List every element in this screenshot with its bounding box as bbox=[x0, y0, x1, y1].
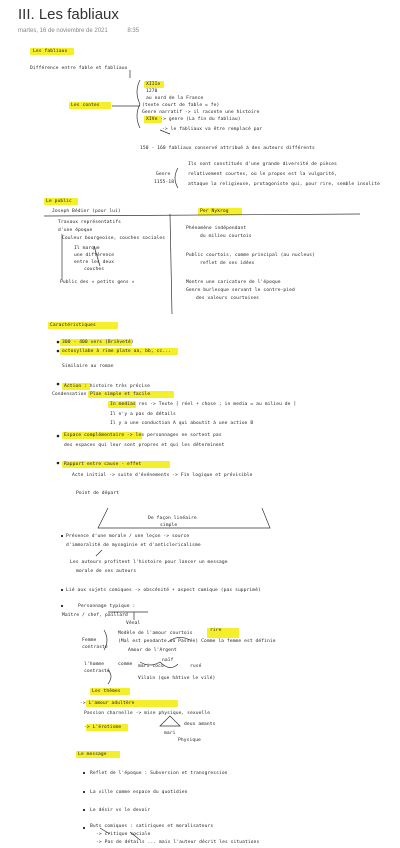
heading-message: Le message bbox=[78, 752, 107, 757]
text-line: -> critique sociale bbox=[96, 832, 151, 837]
text-line: Acte initial -> suite d'événements -> Fin logique et prévisible bbox=[72, 473, 253, 478]
text-line: Phénomène indépendant bbox=[186, 226, 247, 231]
text-line: Condensation bbox=[52, 392, 87, 397]
text-line: Genre burlesque servant le contre-pied bbox=[186, 288, 295, 293]
text-line: Femme bbox=[82, 638, 97, 643]
text-line: 300 - 400 vers (Brièveté) bbox=[62, 340, 134, 345]
text-line: -> L'érotisme bbox=[84, 725, 122, 730]
note-title: III. Les fabliaux bbox=[18, 6, 119, 23]
text-line: Montre une caricature de l'époque bbox=[186, 280, 281, 285]
text-line: Passion charnelle -> mise physique, sexuelle bbox=[84, 711, 211, 716]
text-line: Couleur bourgeoise, couches sociales bbox=[62, 236, 166, 241]
text-line: Similaire au roman bbox=[62, 364, 114, 369]
text-line: Personnage typique : bbox=[78, 604, 136, 609]
text-line: Vilain (que hâtive le vilé) bbox=[138, 676, 216, 681]
text-line: (texte court de fable = fe) bbox=[142, 103, 220, 108]
text-line: Genre narratif -> il raconte une histoire bbox=[142, 110, 260, 115]
text-line: Public des « petits gens » bbox=[60, 280, 135, 285]
text-line: -> L'amour adultère bbox=[80, 701, 135, 706]
text-line: Il marque bbox=[74, 246, 100, 251]
text-line: Joseph Bédier (pour lui) bbox=[52, 209, 121, 214]
text-line: Les auteurs profitent l'histoire pour lancer un message bbox=[70, 560, 228, 565]
text-line: Il n'y a pas de détails bbox=[110, 412, 176, 417]
text-line: Rapport entre cause - effet bbox=[64, 462, 142, 467]
text-line: (Mal est pendante ou Passée) Comme la femme est définie bbox=[118, 639, 276, 644]
text-line: attaque la religieuse, protagoniste qui, pour rire, semble insolite bbox=[188, 182, 380, 187]
text-line: Physique bbox=[178, 738, 201, 743]
note-date: martes, 16 de noviembre de 2021 bbox=[18, 28, 108, 34]
heading-caracteristiques: Caractéristiques bbox=[50, 323, 96, 328]
text-line: XIIIe bbox=[146, 82, 161, 87]
text-line: -> le fabliaux va être remplacé par bbox=[162, 127, 263, 132]
text-line: Reflet de l'époque : Subversion et transgression bbox=[90, 771, 228, 776]
text-line: Différence entre fable et fabliaux bbox=[30, 66, 128, 71]
text-line: Lié aux sujets comiques -> obscénité + aspect comique (pas supprimé) bbox=[66, 588, 261, 593]
text-line: 1155-18 bbox=[154, 180, 175, 185]
text-line: couches bbox=[84, 267, 105, 272]
heading-themes: Les thèmes bbox=[92, 689, 121, 694]
text-line: Ils sont constitués d'une grande diversité de pièces bbox=[188, 162, 338, 167]
text-line: Genre bbox=[156, 172, 171, 177]
text-line: comme bbox=[118, 662, 133, 667]
text-line: relativement courtes, où le propos est la vulgarité, bbox=[188, 172, 338, 177]
text-line: XIVe -> genre (La fin du fabliau) bbox=[146, 117, 241, 122]
text-line: Travaux représentatifs bbox=[58, 220, 122, 225]
heading-fabliaux: Les fabliaux bbox=[33, 49, 68, 54]
note-time: 8:35 bbox=[127, 28, 140, 34]
text-line: -> Pas de détails ... mais l'auteur décrit les situations bbox=[96, 840, 260, 845]
text-line: 150 - 160 fabliaux conservé attribué à des auteurs différents bbox=[140, 146, 315, 151]
text-line: Point de départ bbox=[76, 491, 119, 496]
text-line: au nord de la France bbox=[146, 96, 204, 101]
text-line: mari cocu bbox=[138, 664, 164, 669]
text-line: Les contes bbox=[71, 103, 100, 108]
text-line: La ville comme espace du quotidien bbox=[90, 790, 188, 795]
text-line: De façon linéaire bbox=[148, 516, 197, 521]
text-line: simple bbox=[160, 523, 178, 528]
text-line: Amour de l'Argent bbox=[128, 648, 177, 653]
text-line: Il y a une conduction A qui aboutit à une action B bbox=[110, 421, 254, 426]
text-line: Plan simple et facile bbox=[90, 392, 151, 397]
text-line: Maître / chef, paillard bbox=[62, 613, 128, 618]
text-line: Le désir vs le devoir bbox=[90, 808, 151, 813]
text-line: d'immoralité de mysoginie et d'anticlericalisme bbox=[66, 543, 201, 548]
text-line: deux amants bbox=[184, 722, 216, 727]
text-line: naïf bbox=[162, 658, 174, 663]
text-line: l'homme bbox=[84, 662, 105, 667]
text-line: morale de ses auteurs bbox=[76, 569, 137, 574]
text-line: contrasté bbox=[84, 669, 110, 674]
text-line: Public courtois, comme principal (au nucleus) bbox=[186, 253, 315, 258]
text-line: reflet de ses idées bbox=[200, 261, 255, 266]
text-line: In medias res -> Texte [ réel + chose ; in media = au milieu de ] bbox=[110, 402, 297, 407]
text-line: Modèle de l'amour courtois bbox=[118, 631, 193, 636]
text-line: octosyllabe à rime plate aa, bb, cc... bbox=[62, 349, 171, 354]
text-line: contraste bbox=[82, 645, 108, 650]
text-line: des espaces qui leur sont propres et qui les déterminent bbox=[64, 443, 225, 448]
heading-public: Le public bbox=[46, 199, 72, 204]
text-line: Vénal bbox=[126, 621, 141, 626]
text-line: rusé bbox=[190, 664, 202, 669]
text-line: entre les deux bbox=[74, 260, 115, 265]
text-line: Action : histoire très précise bbox=[64, 384, 150, 389]
text-line: des valeurs courtoises bbox=[196, 296, 260, 301]
text-line: mari bbox=[164, 731, 176, 736]
text-line: Per Nykrog bbox=[200, 209, 229, 214]
text-line: Buts comiques : satiriques et moralisateurs bbox=[90, 824, 214, 829]
text-line: du milieu courtois bbox=[200, 234, 252, 239]
text-line: une différence bbox=[74, 253, 115, 258]
text-line: d'une époque bbox=[58, 228, 93, 233]
text-line: Espace complémentaire -> les personnages ne sortent pas bbox=[64, 433, 222, 438]
text-line: 1270 bbox=[146, 89, 158, 94]
text-line: Présence d'une morale / une leçon -> source bbox=[66, 534, 190, 539]
text-line: rire bbox=[210, 628, 222, 633]
